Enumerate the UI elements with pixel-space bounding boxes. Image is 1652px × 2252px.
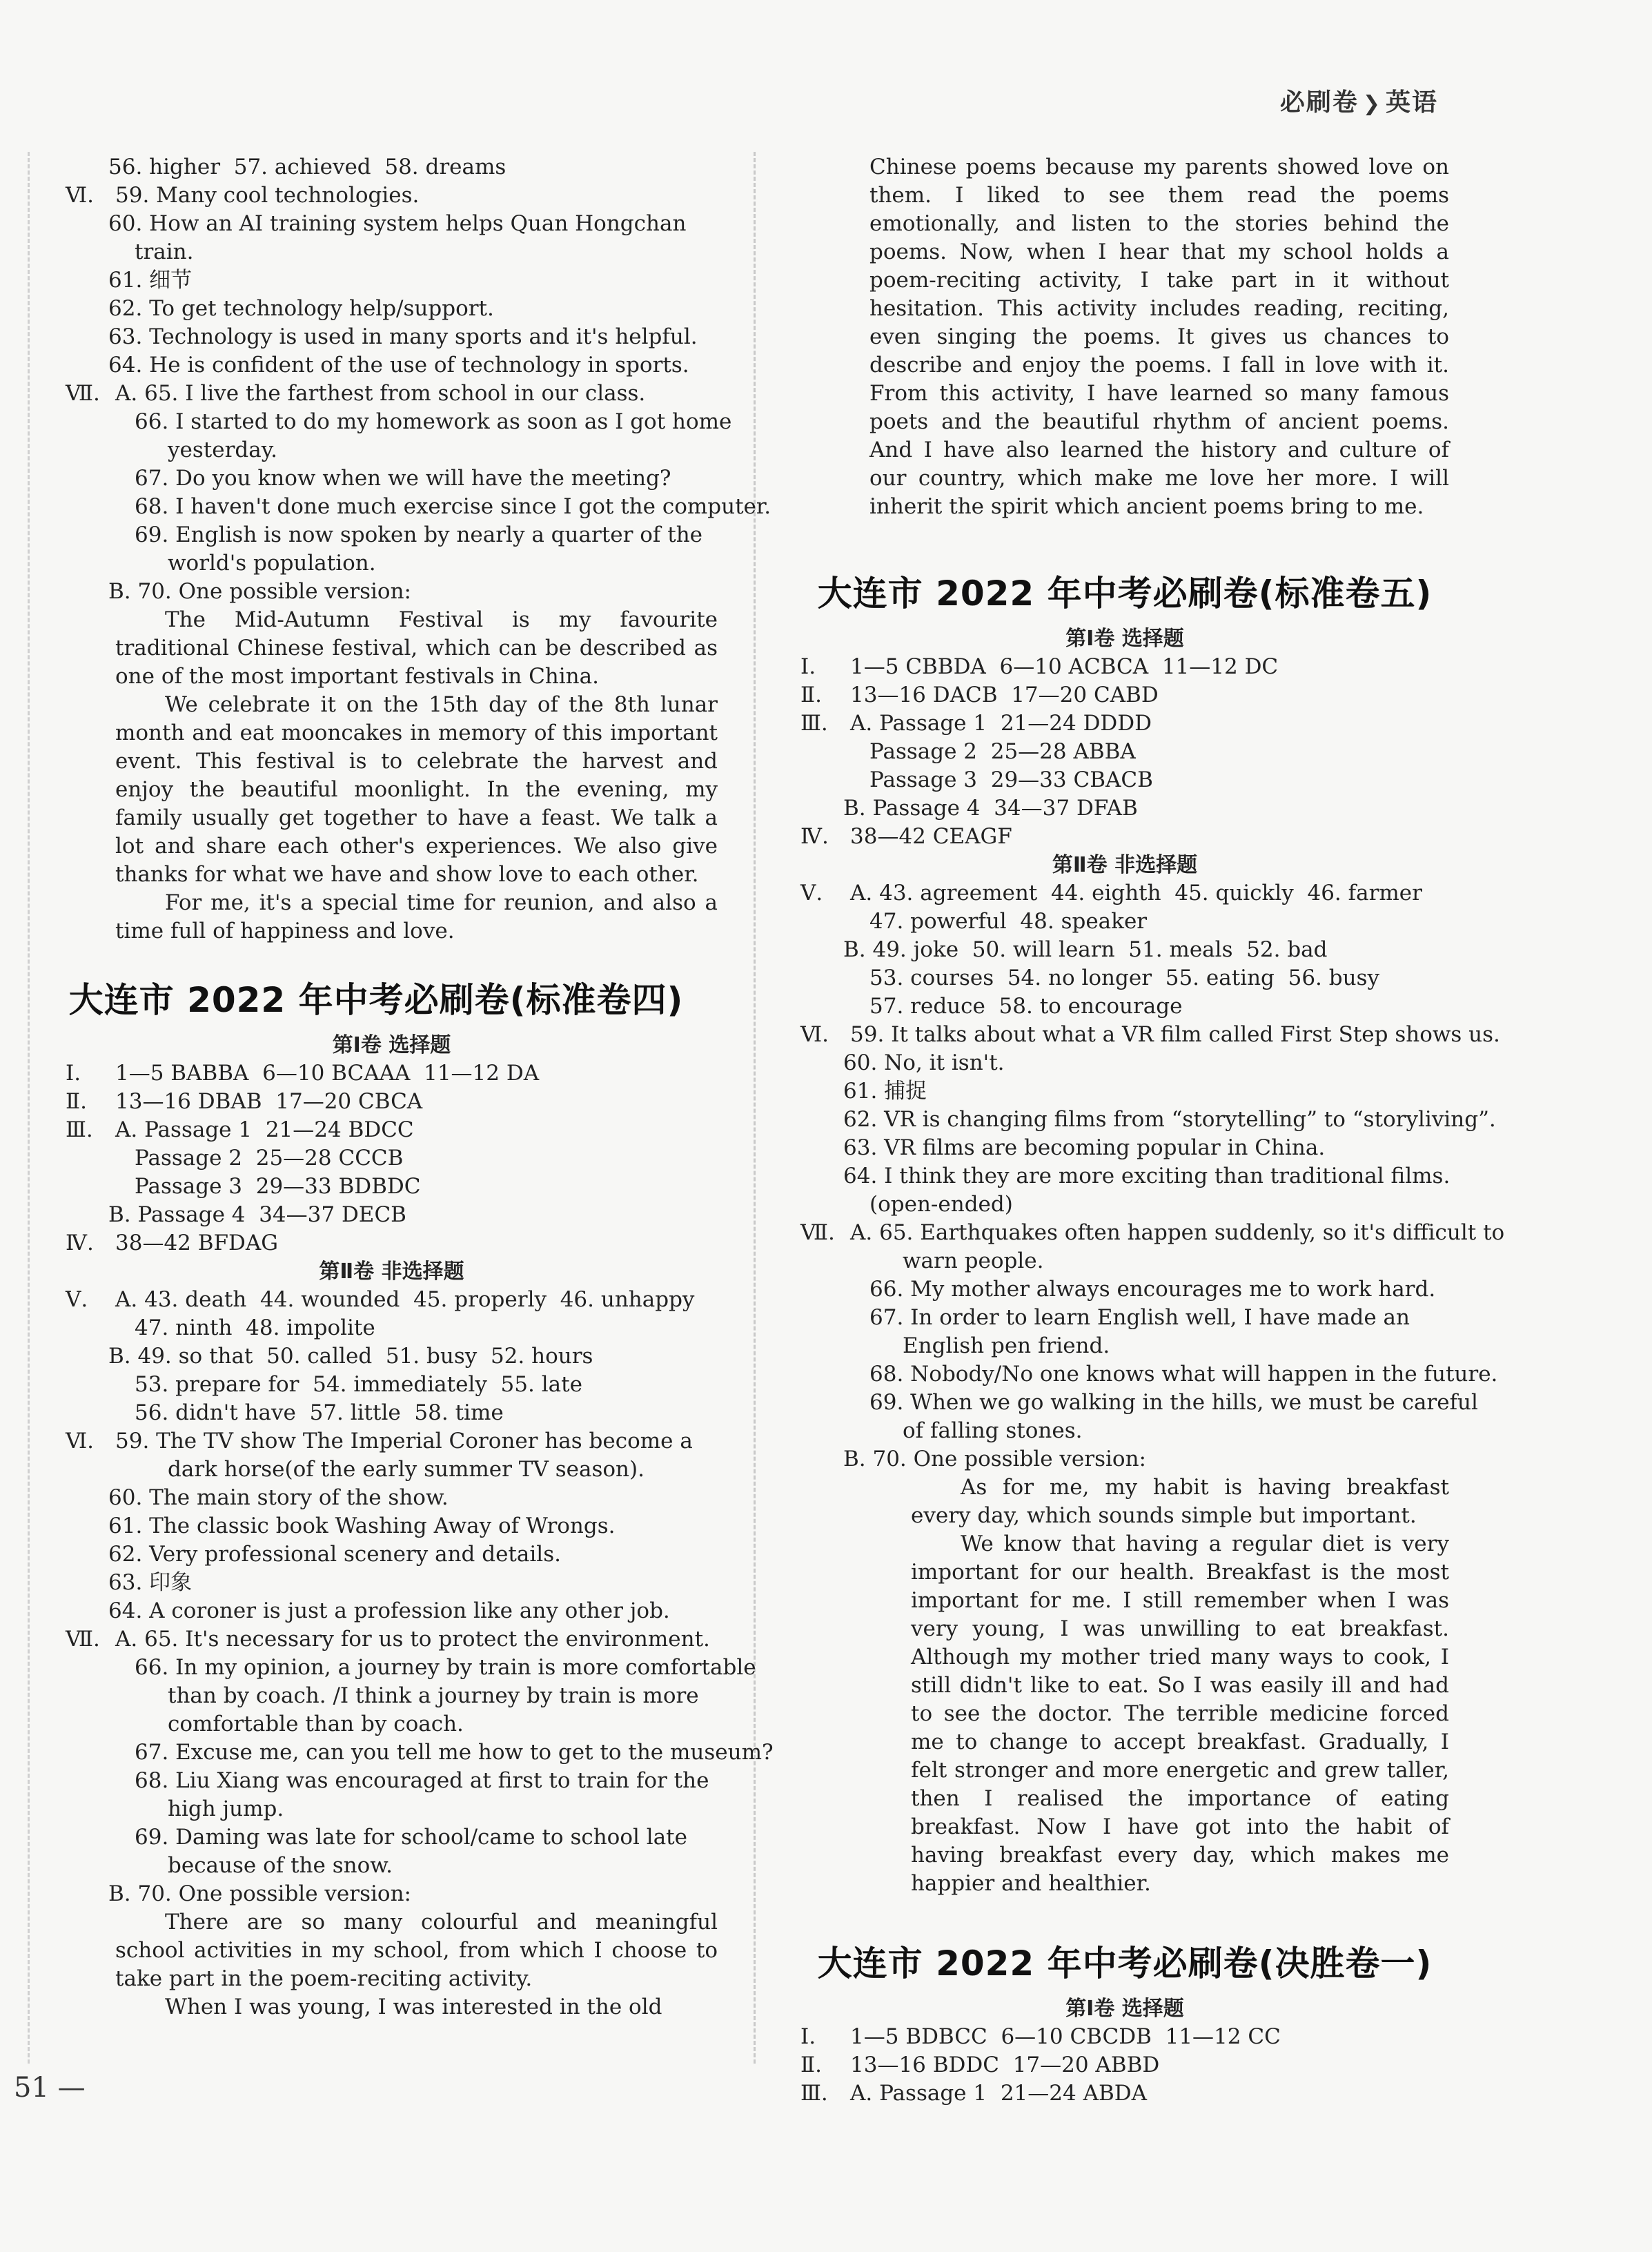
answer-text: 59. The TV show The Imperial Coroner has become a — [115, 1429, 693, 1453]
answer-line — [800, 936, 1449, 964]
answer-block — [800, 2023, 1449, 2108]
right-column — [800, 153, 1505, 2108]
essay-block — [115, 1908, 718, 2021]
answer-line — [66, 521, 718, 549]
page-number: 51 — — [14, 2072, 86, 2104]
answer-line — [800, 1106, 1496, 1134]
answer-line — [66, 182, 718, 210]
answer-line — [800, 1077, 1449, 1106]
part-title: 第Ⅰ卷 选择题 — [1065, 627, 1184, 651]
answer-text: A. 43. agreement 44. eighth 45. quickly 46. farmer — [850, 881, 1422, 905]
roman-numeral: Ⅰ. — [800, 654, 816, 679]
answer-line — [66, 1852, 718, 1880]
answer-line — [800, 2023, 1449, 2051]
answer-text: 61. 捕捉 — [843, 1079, 927, 1104]
answer-line — [66, 1201, 718, 1229]
answer-text: B. 70. One possible version: — [108, 1881, 411, 1906]
answer-text: 63. VR films are becoming popular in China. — [843, 1135, 1326, 1160]
answer-line — [66, 1371, 718, 1399]
roman-numeral: Ⅵ. — [800, 1022, 829, 1047]
answer-text: 1—5 BABBA 6—10 BCAAA 11—12 DA — [115, 1061, 540, 1086]
answer-block — [800, 653, 1449, 851]
answer-line — [800, 794, 1449, 823]
answer-text: Passage 3 29—33 CBACB — [869, 767, 1153, 792]
answer-text: (open-ended) — [869, 1192, 1013, 1217]
answer-text: 38—42 CEAGF — [850, 824, 1012, 849]
answer-line — [800, 823, 1449, 851]
answer-text: 53. courses 54. no longer 55. eating 56. busy — [869, 966, 1379, 990]
answer-text: B. 70. One possible version: — [108, 579, 411, 604]
answer-text: B. 49. so that 50. called 51. busy 52. hours — [108, 1344, 593, 1369]
answer-text: 53. prepare for 54. immediately 55. late — [135, 1372, 582, 1397]
answer-line — [66, 1427, 718, 1456]
answer-text: 69. English is now spoken by nearly a quarter of the — [135, 522, 702, 547]
answer-line — [66, 1767, 718, 1795]
answer-line — [66, 238, 718, 266]
answer-line — [800, 738, 1449, 766]
answer-text: 66. I started to do my homework as soon as I got home — [135, 409, 732, 434]
answer-text: 63. 印象 — [108, 1570, 193, 1595]
answer-text: 64. He is confident of the use of technology in sports. — [108, 353, 689, 378]
answer-text: than by coach. /I think a journey by train is more — [168, 1683, 699, 1708]
answer-line — [66, 1823, 718, 1852]
answer-line — [800, 1162, 1449, 1191]
chevron-right-icon: ❯ — [1362, 92, 1381, 116]
answer-line — [66, 436, 718, 464]
answer-line — [66, 1229, 718, 1257]
answer-line — [800, 1275, 1449, 1304]
answer-text: A. 65. I live the farthest from school in our class. — [115, 381, 646, 406]
answer-text: 64. I think they are more exciting than traditional films. — [843, 1164, 1451, 1188]
answer-line — [66, 1088, 718, 1116]
answer-text: English pen friend. — [903, 1333, 1110, 1358]
answer-line — [66, 266, 718, 295]
answer-line — [66, 1880, 718, 1908]
answer-line — [800, 1219, 1505, 1247]
answer-line — [800, 992, 1449, 1021]
answer-line — [66, 1625, 718, 1654]
answer-line — [800, 1247, 1449, 1275]
answer-line — [66, 1116, 718, 1144]
roman-numeral: Ⅵ. — [66, 183, 95, 208]
answer-line — [66, 153, 718, 182]
answer-line — [66, 493, 771, 521]
essay-paragraph: When I was young, I was interested in the old — [165, 1995, 662, 2019]
roman-numeral: Ⅲ. — [800, 2081, 828, 2106]
answer-line — [66, 295, 718, 323]
answer-line — [66, 1795, 718, 1823]
answer-line — [800, 1304, 1449, 1332]
answer-line — [800, 964, 1449, 992]
answer-text: A. 65. It's necessary for us to protect the environment. — [115, 1627, 710, 1652]
running-header — [1280, 83, 1438, 118]
section-title: 大连市 2022 年中考必刷卷(标准卷四) — [68, 980, 684, 1020]
answer-text: 47. ninth 48. impolite — [135, 1315, 375, 1340]
answer-text: 62. Very professional scenery and details. — [108, 1542, 561, 1567]
answer-line — [66, 464, 718, 493]
answer-text: B. Passage 4 34—37 DECB — [108, 1202, 406, 1227]
answer-text: 66. In my opinion, a journey by train is more comfortable — [135, 1655, 756, 1680]
essay-paragraph: We know that having a regular diet is very important for our health. Breakfast is the most important for me. I still remember when I was very young, I was unwilling to eat breakfast. Although my mother tried many ways to cook, I still didn't like to eat. So I was easily ill and had to see the doctor. The terrible medicine forced me to change to accept breakfast. Gradually, I felt stronger and more energetic and grew taller, then I realised the importance of eating breakfast. Now I have got into the habit of having breakfast every day, which makes me happier and healthier. — [911, 1531, 1449, 1896]
answer-line — [66, 1710, 718, 1739]
answer-text: 1—5 CBBDA 6—10 ACBCA 11—12 DC — [850, 654, 1279, 679]
answer-line — [66, 1654, 756, 1682]
answer-line — [800, 1134, 1449, 1162]
answer-line — [800, 2051, 1449, 2079]
answer-text: 1—5 BDBCC 6—10 CBCDB 11—12 CC — [850, 2024, 1281, 2049]
answer-text: 13—16 DBAB 17—20 CBCA — [115, 1089, 423, 1114]
answer-text: 56. higher 57. achieved 58. dreams — [108, 155, 507, 179]
answer-text: 67. In order to learn English well, I have made an — [869, 1305, 1410, 1330]
essay-paragraph: The Mid-Autumn Festival is my favourite traditional Chinese festival, which can be described as one of the most important festivals in China. — [115, 607, 718, 689]
answer-text: high jump. — [168, 1796, 284, 1821]
answer-line — [66, 210, 718, 238]
answer-text: 63. Technology is used in many sports and it's helpful. — [108, 324, 698, 349]
answer-text: 56. didn't have 57. little 58. time — [135, 1400, 504, 1425]
answer-text: Passage 3 29—33 BDBDC — [135, 1174, 421, 1199]
answer-line — [66, 1739, 774, 1767]
answer-line — [66, 1286, 718, 1314]
answer-line — [66, 1569, 718, 1597]
answer-text: 60. The main story of the show. — [108, 1485, 449, 1510]
essay-paragraph: There are so many colourful and meaningful school activities in my school, from which I choose to take part in the poem-reciting activity. — [115, 1910, 718, 1991]
answer-block — [66, 1059, 718, 1257]
answer-text: 61. The classic book Washing Away of Wrongs. — [108, 1514, 616, 1538]
subject-label: 英语 — [1385, 88, 1438, 117]
answer-line — [800, 709, 1449, 738]
answer-line — [66, 1314, 718, 1342]
answer-text: because of the snow. — [168, 1853, 393, 1878]
answer-line — [66, 578, 718, 606]
roman-numeral: Ⅶ. — [66, 1627, 100, 1652]
answer-text: A. 43. death 44. wounded 45. properly 46. unhappy — [115, 1287, 695, 1312]
roman-numeral: Ⅴ. — [800, 881, 823, 905]
answer-block — [66, 1286, 774, 1908]
answer-line — [66, 1059, 718, 1088]
answer-text: train. — [135, 239, 194, 264]
roman-numeral: Ⅱ. — [800, 2053, 822, 2077]
answer-line — [66, 1456, 718, 1484]
answer-text: 62. VR is changing films from “storytelling” to “storyliving”. — [843, 1107, 1496, 1132]
answer-text: 67. Excuse me, can you tell me how to get to the museum? — [135, 1740, 774, 1765]
answer-text: warn people. — [903, 1249, 1044, 1273]
book-title: 必刷卷 — [1279, 88, 1359, 117]
part-title: 第Ⅱ卷 非选择题 — [1052, 853, 1198, 877]
answer-text: comfortable than by coach. — [168, 1712, 464, 1736]
answer-text: A. Passage 1 21—24 DDDD — [850, 711, 1152, 736]
answer-line — [66, 1540, 718, 1569]
answer-block — [800, 879, 1505, 1473]
answer-text: 69. Daming was late for school/came to school late — [135, 1825, 687, 1850]
answer-text: 68. I haven't done much exercise since I got the computer. — [135, 494, 771, 519]
roman-numeral: Ⅴ. — [66, 1287, 88, 1312]
roman-numeral: Ⅲ. — [66, 1117, 93, 1142]
answer-text: 59. Many cool technologies. — [115, 183, 420, 208]
answer-text: 57. reduce 58. to encourage — [869, 994, 1183, 1019]
answer-line — [66, 1342, 718, 1371]
answer-text: 60. No, it isn't. — [843, 1050, 1005, 1075]
answer-text: 62. To get technology help/support. — [108, 296, 494, 321]
left-column — [66, 153, 774, 2021]
answer-text: 47. powerful 48. speaker — [869, 909, 1148, 934]
answer-text: dark horse(of the early summer TV season). — [168, 1457, 645, 1482]
answer-line — [66, 1173, 718, 1201]
answer-line — [66, 1682, 718, 1710]
answer-line — [800, 766, 1449, 794]
roman-numeral: Ⅶ. — [66, 381, 100, 406]
answer-text: 59. It talks about what a VR film called First Step shows us. — [850, 1022, 1500, 1047]
part-title: 第Ⅰ卷 选择题 — [332, 1033, 451, 1057]
answer-line — [800, 653, 1449, 681]
answer-line — [66, 549, 718, 578]
roman-numeral: Ⅲ. — [800, 711, 828, 736]
answer-text: 64. A coroner is just a profession like any other job. — [108, 1598, 670, 1623]
section-title: 大连市 2022 年中考必刷卷(决胜卷一) — [817, 1943, 1433, 1984]
answer-text: world's population. — [168, 551, 376, 576]
essay-paragraph: As for me, my habit is having breakfast every day, which sounds simple but important. — [911, 1475, 1449, 1528]
answer-line — [66, 1144, 718, 1173]
part-title: 第Ⅱ卷 非选择题 — [319, 1260, 464, 1284]
answer-line — [800, 1389, 1478, 1417]
answer-text: of falling stones. — [903, 1418, 1083, 1443]
essay-block — [115, 606, 718, 946]
answer-line — [66, 1512, 718, 1540]
answer-line — [800, 681, 1449, 709]
roman-numeral: Ⅶ. — [800, 1220, 835, 1245]
roman-numeral: Ⅳ. — [66, 1231, 94, 1255]
answer-text: 67. Do you know when we will have the meeting? — [135, 466, 671, 491]
answer-text: 13—16 BDDC 17—20 ABBD — [850, 2053, 1160, 2077]
column-divider — [754, 152, 756, 2064]
answer-line — [800, 1417, 1449, 1445]
essay-paragraph: We celebrate it on the 15th day of the 8th lunar month and eat mooncakes in memory of this important event. This festival is to celebrate the harvest and enjoy the beautiful moonlight. In the evening, my family usually get together to have a feast. We talk a lot and share each other's experiences. We also give thanks for what we have and show love to each other. — [115, 692, 718, 887]
answer-line — [66, 380, 718, 408]
answer-text: 13—16 DACB 17—20 CABD — [850, 683, 1159, 707]
answer-text: 61. 细节 — [108, 268, 193, 293]
answer-text: 60. How an AI training system helps Quan Hongchan — [108, 211, 687, 236]
answer-text: Passage 2 25—28 CCCB — [135, 1146, 404, 1171]
answer-line — [800, 1021, 1500, 1049]
roman-numeral: Ⅰ. — [66, 1061, 81, 1086]
answer-line — [800, 1191, 1449, 1219]
answer-line — [66, 1399, 718, 1427]
answer-text: A. Passage 1 21—24 ABDA — [850, 2081, 1147, 2106]
answer-text: 68. Nobody/No one knows what will happen in the future. — [869, 1362, 1498, 1387]
essay-block — [911, 1473, 1449, 1898]
roman-numeral: Ⅱ. — [66, 1089, 87, 1114]
answer-line — [800, 1445, 1449, 1473]
part-title: 第Ⅰ卷 选择题 — [1065, 1997, 1184, 2021]
answer-text: B. 70. One possible version: — [843, 1447, 1146, 1471]
answer-line — [66, 351, 718, 380]
answer-line — [800, 2079, 1449, 2108]
essay-paragraph: For me, it's a special time for reunion, and also a time full of happiness and love. — [115, 890, 718, 943]
binding-margin — [28, 152, 30, 2064]
answer-line — [66, 408, 732, 436]
answer-text: yesterday. — [168, 438, 277, 462]
answer-line — [66, 1484, 718, 1512]
answer-text: 69. When we go walking in the hills, we must be careful — [869, 1390, 1478, 1415]
answer-line — [800, 1360, 1498, 1389]
answer-line — [800, 1332, 1449, 1360]
answer-line — [800, 879, 1449, 908]
roman-numeral: Ⅱ. — [800, 683, 822, 707]
answer-text: B. Passage 4 34—37 DFAB — [843, 796, 1138, 821]
section-title: 大连市 2022 年中考必刷卷(标准卷五) — [817, 574, 1433, 614]
answer-text: 38—42 BFDAG — [115, 1231, 279, 1255]
answer-text: A. 65. Earthquakes often happen suddenly, so it's difficult to — [850, 1220, 1505, 1245]
answer-text: Passage 2 25—28 ABBA — [869, 739, 1136, 764]
answer-text: 66. My mother always encourages me to work hard. — [869, 1277, 1436, 1302]
essay-paragraph: Chinese poems because my parents showed love on them. I liked to see them read the poems emotionally, and listen to the stories behind the poems. Now, when I hear that my school holds a poem-reciting activity, I take part in it without hesitation. This activity includes reading, reciting, even singing the poems. It gives us chances to describe and enjoy the poems. I fall in love with it. From this activity, I have learned so many famous poets and the beautiful rhythm of ancient poems. And I have also learned the history and culture of our country, which make me love her more. I will inherit the spirit which ancient poems bring to me. — [869, 155, 1449, 519]
answer-text: B. 49. joke 50. will learn 51. meals 52. bad — [843, 937, 1328, 962]
answer-text: A. Passage 1 21—24 BDCC — [115, 1117, 414, 1142]
answer-line — [66, 323, 718, 351]
answer-line — [66, 1597, 718, 1625]
roman-numeral: Ⅵ. — [66, 1429, 95, 1453]
answer-block — [66, 153, 771, 606]
answer-line — [800, 1049, 1449, 1077]
answer-line — [800, 908, 1449, 936]
answer-text: 68. Liu Xiang was encouraged at first to train for the — [135, 1768, 709, 1793]
roman-numeral: Ⅳ. — [800, 824, 829, 849]
roman-numeral: Ⅰ. — [800, 2024, 816, 2049]
